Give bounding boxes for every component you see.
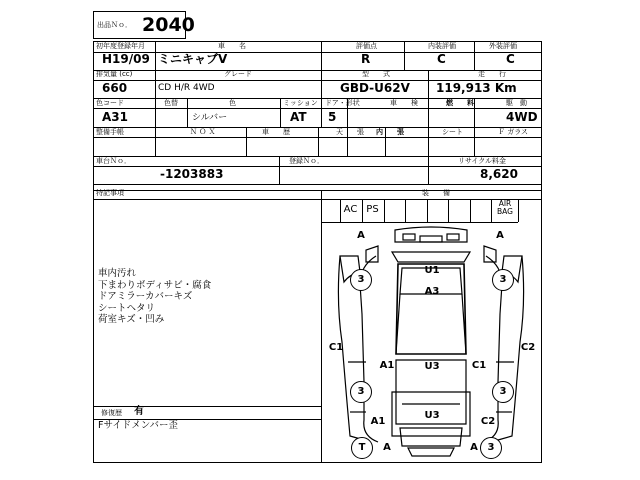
damage-mark: A — [496, 230, 504, 241]
glass-label: Ｆ ガラス — [498, 128, 529, 136]
equipment-ac: AC — [343, 204, 358, 215]
fuel-label: 燃 料 — [446, 99, 474, 107]
color-value: シルバー — [192, 113, 228, 123]
history-label: 車 歴 — [262, 128, 290, 136]
score-label: 評価点 — [356, 42, 377, 50]
damage-mark: U3 — [424, 410, 440, 421]
damage-mark-circled: 3 — [480, 437, 502, 459]
first-reg-label: 初年度登録年月 — [96, 42, 145, 50]
color-code-value: A31 — [102, 110, 128, 124]
repair-label: 修復歴 — [101, 409, 122, 417]
remark-line: シートヘタリ — [98, 302, 156, 314]
displacement-value: 660 — [102, 81, 128, 95]
lot-number-box — [93, 11, 195, 39]
color-exchange-label: 色替 — [164, 99, 178, 107]
repair-value: 有 — [134, 406, 144, 417]
mileage-value: 119,913 Km — [436, 81, 517, 95]
damage-mark-circled: 3 — [492, 269, 514, 291]
equipment-grid — [320, 198, 517, 221]
damage-mark-circled: 3 — [350, 381, 372, 403]
remarks-label: 特記事項 — [96, 189, 124, 197]
mileage-label: 走 行 — [478, 70, 506, 78]
damage-mark: A3 — [424, 286, 440, 297]
remark-line: ドアミラーカバーキズ — [98, 291, 193, 302]
remark-line: 荷室キズ・凹み — [98, 314, 165, 325]
model-label: 型 式 — [362, 70, 390, 78]
damage-mark: U3 — [424, 361, 440, 372]
damage-mark: A — [357, 230, 365, 241]
exterior-score-value: C — [506, 52, 515, 66]
interior-trim-label: 内 張 — [376, 128, 404, 136]
damage-mark: C2 — [480, 416, 496, 427]
drive-value: 4WD — [506, 110, 538, 124]
nox-label: Ｎ Ｏ Ｘ — [190, 128, 216, 136]
damage-mark-circled: 3 — [350, 269, 372, 291]
model-value: GBD-U62V — [340, 81, 410, 95]
doors-value: 5 — [328, 110, 337, 124]
car-name-value: ミニキャブV — [158, 52, 228, 66]
score-value: R — [361, 52, 371, 66]
damage-mark: C1 — [471, 360, 487, 371]
transmission-value: AT — [290, 110, 307, 124]
exterior-score-label: 外装評価 — [489, 42, 517, 50]
equipment-label: 装 備 — [422, 189, 450, 197]
transmission-label: ミッション — [283, 99, 318, 107]
recycle-label: リサイクル料金 — [458, 157, 507, 165]
seat-label: シート — [442, 128, 463, 136]
damage-mark: C2 — [520, 342, 536, 353]
lot-number-label: 出品Ｎｏ． — [97, 21, 132, 29]
damage-mark: A — [470, 442, 478, 453]
equipment-airbag: AIR BAG — [497, 199, 513, 216]
recycle-value: 8,620 — [480, 167, 518, 181]
car-body-diagram — [320, 222, 542, 462]
damage-mark: U1 — [424, 265, 440, 276]
interior-score-label: 内装評価 — [428, 42, 456, 50]
damage-mark: A — [383, 442, 391, 453]
damage-mark: C1 — [328, 342, 344, 353]
inspection-label: 車 検 — [390, 99, 418, 107]
damage-mark-circled: T — [351, 437, 373, 459]
chassis-value: -1203883 — [160, 167, 224, 181]
damage-mark: A1 — [379, 360, 395, 371]
color-label: 色 — [229, 99, 236, 107]
doors-label: ドア・形状 — [325, 99, 360, 107]
interior-score-value: C — [437, 52, 446, 66]
equipment-ps: PS — [366, 204, 379, 215]
manual-label: 整備手帳 — [96, 128, 124, 136]
remark-line: 車内汚れ — [98, 268, 137, 279]
grade-label: グレード — [224, 70, 252, 78]
car-name-label: 車 名 — [218, 42, 246, 50]
remarks-list — [98, 268, 318, 326]
drive-label: 駆 動 — [506, 99, 527, 107]
chassis-label: 車台Ｎｏ． — [96, 157, 131, 165]
lot-number: 2040 — [142, 14, 195, 36]
damage-mark: A1 — [370, 416, 386, 427]
repair-note: Fサイドメンバー歪 — [98, 420, 179, 431]
color-code-label: 色コード — [96, 99, 124, 107]
displacement-label: 排気量 (cc) — [96, 70, 133, 78]
remark-line: 下まわりボディサビ・腐食 — [98, 279, 212, 291]
first-reg-value: H19/09 — [102, 52, 150, 66]
damage-mark-circled: 3 — [492, 381, 514, 403]
registration-label: 登録Ｎｏ． — [289, 157, 324, 165]
grade-value: CD H/R 4WD — [158, 83, 215, 93]
sunroof-label: 天 張 — [336, 128, 364, 136]
